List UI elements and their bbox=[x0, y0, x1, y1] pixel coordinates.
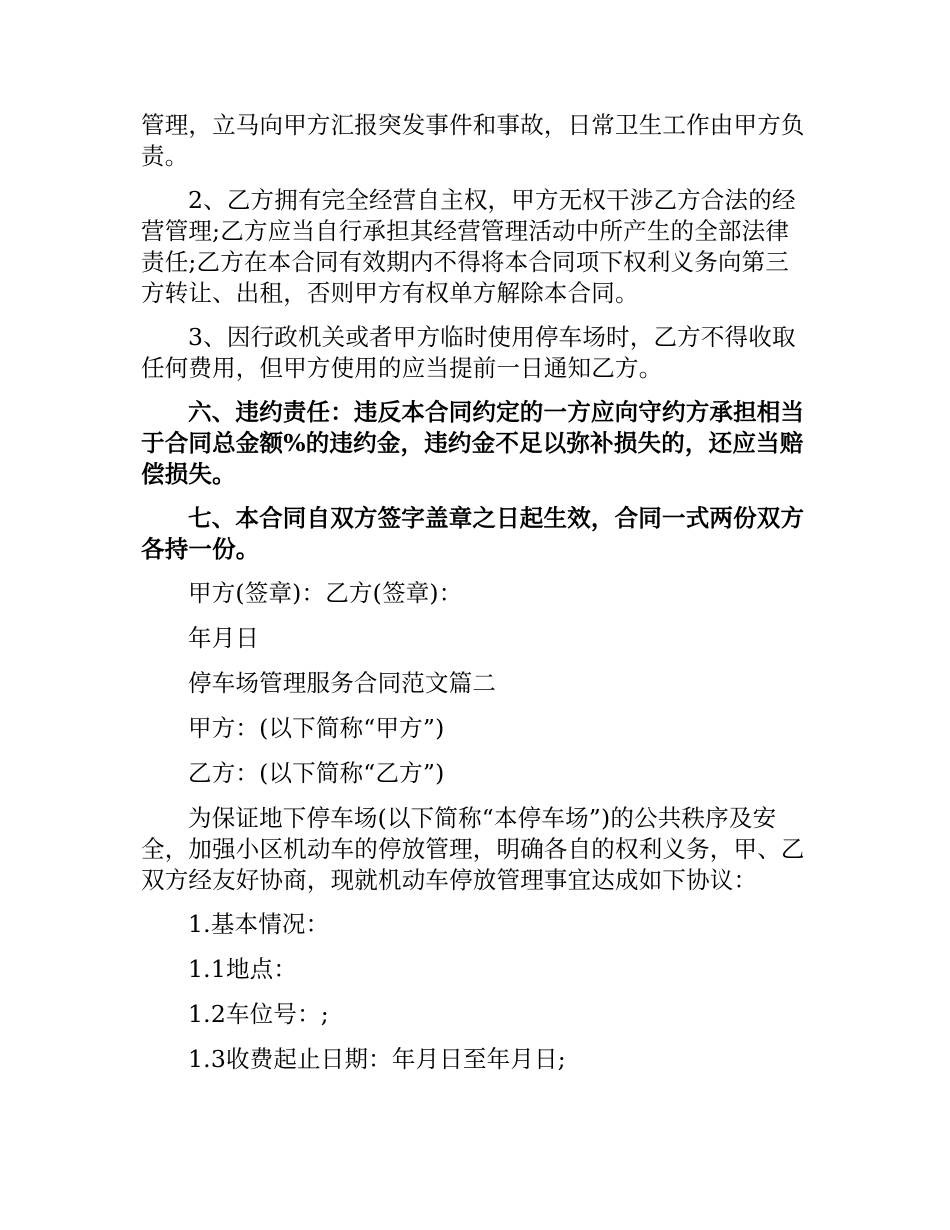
document-body bbox=[141, 110, 811, 1089]
paragraph-effectiveness: 七、本合同自双方签字盖章之日起生效，合同一式两份双方各持一份。 bbox=[141, 504, 805, 563]
paragraph-basic-info: 1.基本情况： bbox=[188, 910, 330, 938]
paragraph-clause-2: 2、乙方拥有完全经营自主权，甲方无权干涉乙方合法的经营管理;乙方应当自行承担其经营管理活动中所产生的全部法律责任;乙方在本合同有效期内不得将本合同项下权利义务向第三方转让、出租，否则甲方有权单方解除本合同。 bbox=[141, 186, 796, 307]
paragraph-continuation: 管理，立马向甲方汇报突发事件和事故，日常卫生工作由甲方负责。 bbox=[141, 111, 805, 170]
paragraph-section-title: 停车场管理服务合同范文篇二 bbox=[188, 669, 497, 697]
paragraph-breach-liability: 六、违约责任：违反本合同约定的一方应向守约方承担相当于合同总金额%的违约金，违约金不足以弥补损失的，还应当赔偿损失。 bbox=[141, 398, 805, 488]
paragraph-location: 1.1地点： bbox=[188, 955, 298, 983]
paragraph-preamble: 为保证地下停车场(以下简称“本停车场”)的公共秩序及安全，加强小区机动车的停放管理，明确各自的权利义务，甲、乙双方经友好协商，现就机动车停放管理事宜达成如下协议： bbox=[141, 804, 805, 894]
paragraph-space-number: 1.2车位号：; bbox=[188, 1000, 329, 1028]
paragraph-party-b: 乙方：(以下简称“乙方”) bbox=[188, 759, 445, 787]
paragraph-clause-3: 3、因行政机关或者甲方临时使用停车场时，乙方不得收取任何费用，但甲方使用的应当提前一日通知乙方。 bbox=[141, 323, 796, 382]
paragraph-fee-dates: 1.3收费起止日期：年月日至年月日; bbox=[188, 1045, 566, 1073]
paragraph-date: 年月日 bbox=[188, 624, 260, 652]
paragraph-signatures: 甲方(签章)：乙方(签章)： bbox=[188, 579, 463, 607]
paragraph-party-a: 甲方：(以下简称“甲方”) bbox=[188, 714, 445, 742]
